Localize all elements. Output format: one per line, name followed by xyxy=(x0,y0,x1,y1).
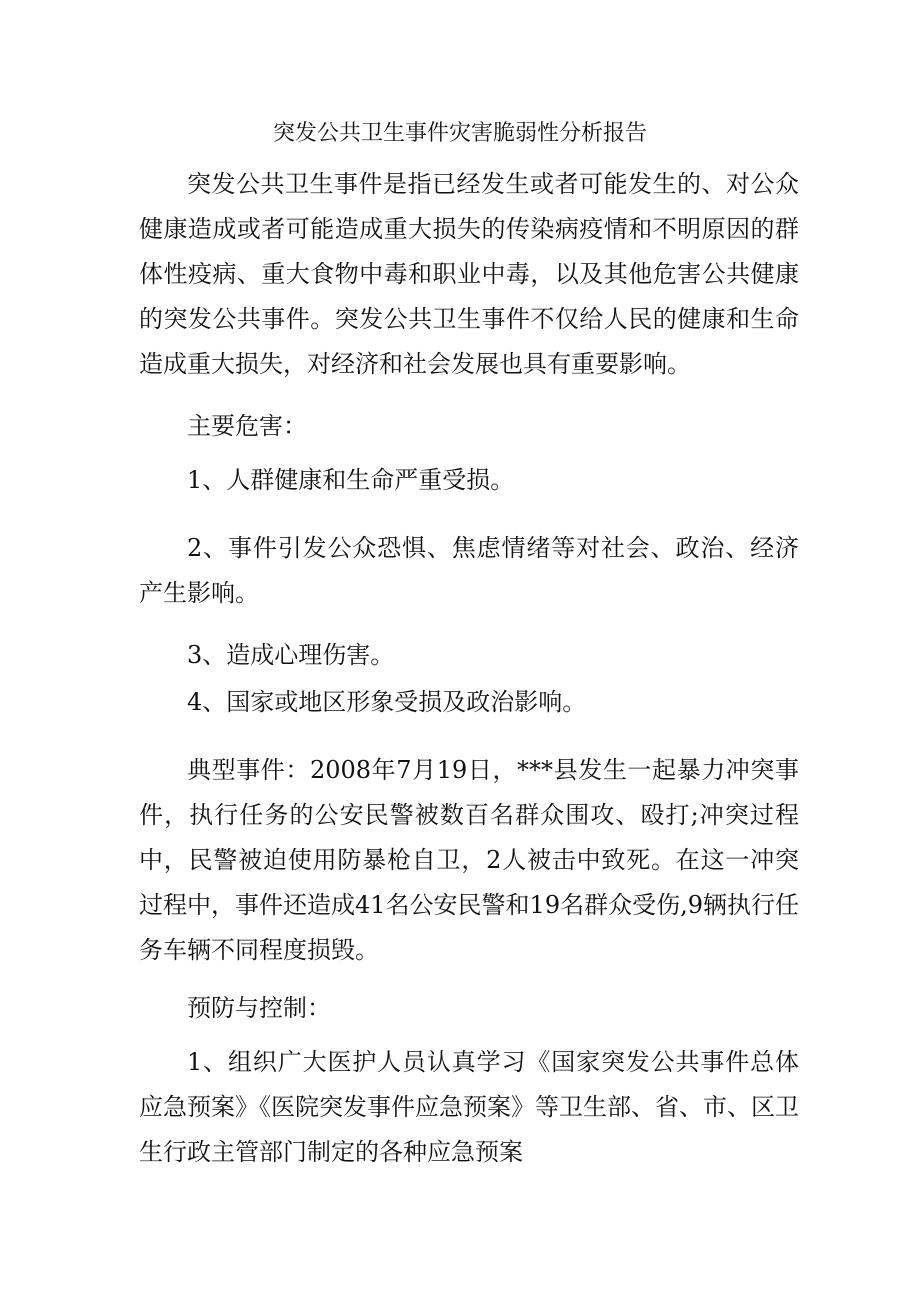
prevention-heading: 预防与控制： xyxy=(187,994,331,1022)
harm-item-3: 3、造成心理伤害。 xyxy=(187,641,395,669)
typical-event-paragraph: 典型事件：2008年7月19日，***县发生一起暴力冲突事件，执行任务的公安民警被数百名群众围攻、殴打;冲突过程中，民警被迫使用防暴枪自卫，2人被击中致死。在这一冲突过程中，事件还造成41名公安民警和19名群众受伤,9辆执行任务车辆不同程度损毁。 xyxy=(139,756,799,964)
harms-heading: 主要危害： xyxy=(187,412,307,440)
harm-item-2: 2、事件引发公众恐惧、焦虑情绪等对社会、政治、经济产生影响。 xyxy=(139,534,799,607)
prevention-item-1: 1、组织广大医护人员认真学习《国家突发公共事件总体应急预案》《医院突发事件应急预案》等卫生部、省、市、区卫生行政主管部门制定的各种应急预案 xyxy=(139,1048,799,1166)
document-title: 突发公共卫生事件灾害脆弱性分析报告 xyxy=(272,121,647,146)
harm-item-4: 4、国家或地区形象受损及政治影响。 xyxy=(187,688,587,716)
intro-paragraph: 突发公共卫生事件是指已经发生或者可能发生的、对公众健康造成或者可能造成重大损失的传染病疫情和不明原因的群体性疫病、重大食物中毒和职业中毒，以及其他危害公共健康的突发公共事件。突发公共卫生事件不仅给人民的健康和生命造成重大损失，对经济和社会发展也具有重要影响。 xyxy=(139,170,799,378)
harm-item-1: 1、人群健康和生命严重受损。 xyxy=(187,466,515,494)
